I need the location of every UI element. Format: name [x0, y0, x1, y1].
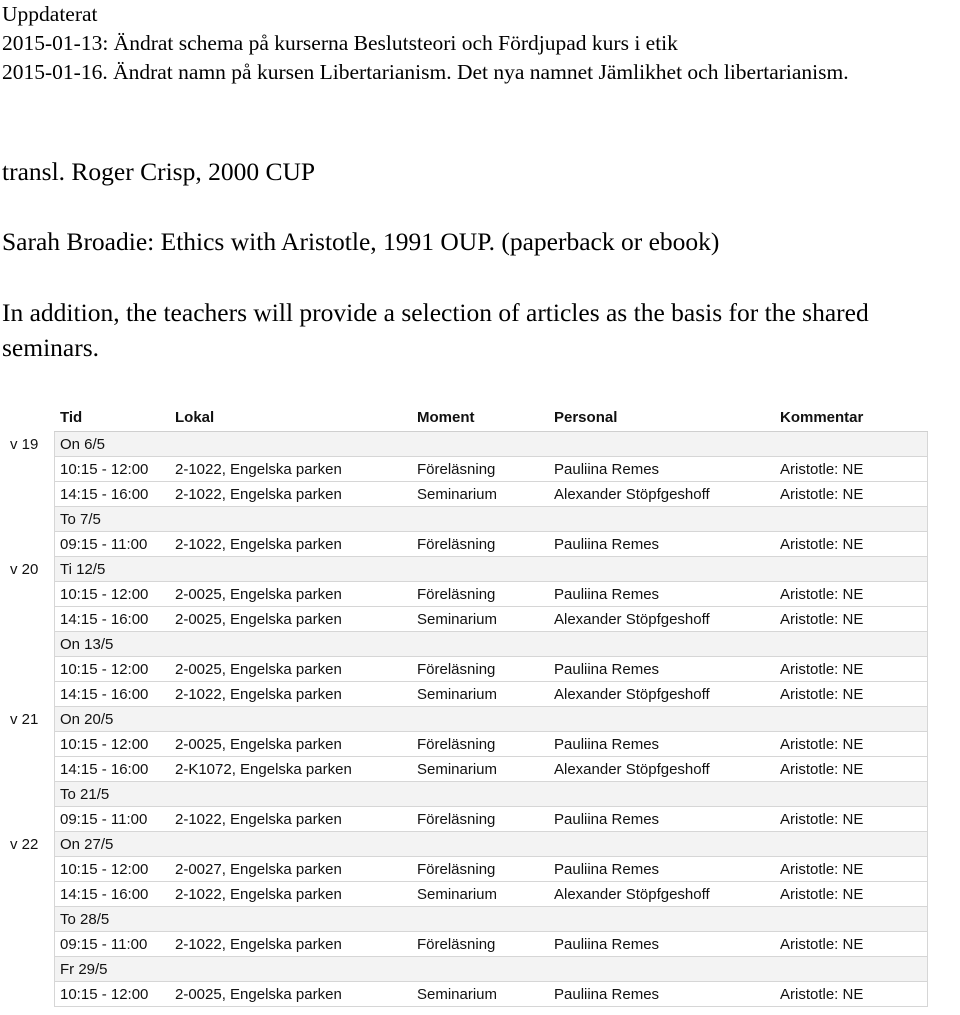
cell-moment: Seminarium: [417, 486, 498, 503]
cell-lokal: 2-1022, Engelska parken: [175, 536, 342, 553]
cell-kommentar: Aristotle: NE: [780, 861, 864, 878]
cell-moment: Föreläsning: [417, 661, 496, 678]
cell-tid: 14:15 - 16:00: [60, 486, 149, 503]
update-line: 2015-01-13: Ändrat schema på kurserna Beslutsteori och Fördjupad kurs i etik: [2, 31, 678, 55]
cell-kommentar: Aristotle: NE: [780, 461, 864, 478]
week-label: v 19: [10, 436, 39, 453]
cell-kommentar: Aristotle: NE: [780, 811, 864, 828]
cell-tid: 09:15 - 11:00: [60, 936, 148, 953]
cell-kommentar: Aristotle: NE: [780, 486, 864, 503]
cell-personal: Alexander Stöpfgeshoff: [554, 686, 710, 703]
date-row: [54, 632, 928, 657]
cell-tid: 10:15 - 12:00: [60, 586, 149, 603]
session-row: [54, 857, 928, 882]
cell-kommentar: Aristotle: NE: [780, 611, 864, 628]
header-personal: Personal: [554, 409, 618, 426]
cell-tid: To 21/5: [60, 786, 110, 803]
cell-kommentar: Aristotle: NE: [780, 536, 864, 553]
cell-personal: Pauliina Remes: [554, 586, 660, 603]
cell-kommentar: Aristotle: NE: [780, 686, 864, 703]
session-row: [54, 457, 928, 482]
cell-personal: Alexander Stöpfgeshoff: [554, 486, 710, 503]
cell-tid: On 6/5: [60, 436, 106, 453]
cell-moment: Föreläsning: [417, 536, 496, 553]
cell-personal: Pauliina Remes: [554, 461, 660, 478]
cell-lokal: 2-1022, Engelska parken: [175, 886, 342, 903]
cell-moment: Seminarium: [417, 611, 498, 628]
date-row: [54, 832, 928, 857]
cell-moment: Seminarium: [417, 986, 498, 1003]
session-row: [54, 657, 928, 682]
session-row: [54, 982, 928, 1007]
cell-lokal: 2-1022, Engelska parken: [175, 461, 342, 478]
cell-lokal: 2-1022, Engelska parken: [175, 936, 342, 953]
cell-lokal: 2-1022, Engelska parken: [175, 486, 342, 503]
cell-lokal: 2-1022, Engelska parken: [175, 811, 342, 828]
cell-moment: Seminarium: [417, 886, 498, 903]
cell-kommentar: Aristotle: NE: [780, 886, 864, 903]
update-heading: Uppdaterat: [2, 2, 98, 26]
cell-personal: Pauliina Remes: [554, 811, 660, 828]
broadie-reference: Sarah Broadie: Ethics with Aristotle, 1991 OUP. (paperback or ebook): [2, 227, 720, 256]
date-row: [54, 557, 928, 582]
header-tid: Tid: [60, 409, 83, 426]
header-lokal: Lokal: [175, 409, 215, 426]
cell-lokal: 2-0027, Engelska parken: [175, 861, 342, 878]
update-notes: [2, 0, 958, 87]
cell-lokal: 2-1022, Engelska parken: [175, 686, 342, 703]
session-row: [54, 882, 928, 907]
cell-moment: Seminarium: [417, 761, 498, 778]
cell-tid: 09:15 - 11:00: [60, 536, 148, 553]
cell-tid: On 20/5: [60, 711, 114, 728]
cell-tid: 10:15 - 12:00: [60, 736, 149, 753]
update-line: 2015-01-16. Ändrat namn på kursen Libertarianism. Det nya namnet Jämlikhet och libertarianism.: [2, 60, 849, 84]
week-label: v 20: [10, 561, 39, 578]
cell-tid: To 7/5: [60, 511, 101, 528]
cell-personal: Alexander Stöpfgeshoff: [554, 611, 710, 628]
cell-moment: Seminarium: [417, 686, 498, 703]
cell-tid: On 13/5: [60, 636, 114, 653]
schedule-rows: [54, 431, 928, 1007]
articles-note: In addition, the teachers will provide a selection of articles as the basis for the shared seminars.: [2, 298, 869, 362]
cell-moment: Föreläsning: [417, 861, 496, 878]
cell-lokal: 2-0025, Engelska parken: [175, 586, 342, 603]
cell-tid: 10:15 - 12:00: [60, 986, 149, 1003]
session-row: [54, 607, 928, 632]
schedule-header-row: [0, 404, 960, 431]
cell-personal: Alexander Stöpfgeshoff: [554, 886, 710, 903]
cell-tid: 10:15 - 12:00: [60, 861, 149, 878]
session-row: [54, 532, 928, 557]
schedule-table: [0, 404, 960, 1003]
cell-lokal: 2-0025, Engelska parken: [175, 661, 342, 678]
cell-kommentar: Aristotle: NE: [780, 936, 864, 953]
cell-tid: 14:15 - 16:00: [60, 686, 149, 703]
cell-tid: To 28/5: [60, 911, 110, 928]
cell-kommentar: Aristotle: NE: [780, 736, 864, 753]
date-row: [54, 507, 928, 532]
cell-tid: 14:15 - 16:00: [60, 611, 149, 628]
date-row: [54, 707, 928, 732]
cell-lokal: 2-0025, Engelska parken: [175, 611, 342, 628]
date-row: [54, 957, 928, 982]
cell-kommentar: Aristotle: NE: [780, 661, 864, 678]
cell-kommentar: Aristotle: NE: [780, 586, 864, 603]
cell-personal: Pauliina Remes: [554, 661, 660, 678]
cell-tid: On 27/5: [60, 836, 114, 853]
session-row: [54, 807, 928, 832]
cell-personal: Pauliina Remes: [554, 936, 660, 953]
cell-kommentar: Aristotle: NE: [780, 761, 864, 778]
header-kommentar: Kommentar: [780, 409, 864, 426]
cell-tid: Ti 12/5: [60, 561, 106, 578]
week-label: v 21: [10, 711, 39, 728]
cell-moment: Föreläsning: [417, 586, 496, 603]
cell-personal: Alexander Stöpfgeshoff: [554, 761, 710, 778]
cell-moment: Föreläsning: [417, 936, 496, 953]
date-row: [54, 907, 928, 932]
session-row: [54, 482, 928, 507]
translation-line: transl. Roger Crisp, 2000 CUP: [2, 157, 316, 186]
cell-lokal: 2-0025, Engelska parken: [175, 736, 342, 753]
session-row: [54, 932, 928, 957]
cell-tid: Fr 29/5: [60, 961, 108, 978]
cell-personal: Pauliina Remes: [554, 536, 660, 553]
cell-personal: Pauliina Remes: [554, 861, 660, 878]
header-moment: Moment: [417, 409, 475, 426]
cell-tid: 10:15 - 12:00: [60, 461, 149, 478]
cell-tid: 10:15 - 12:00: [60, 661, 149, 678]
date-row: [54, 782, 928, 807]
session-row: [54, 582, 928, 607]
cell-tid: 14:15 - 16:00: [60, 761, 149, 778]
cell-moment: Föreläsning: [417, 736, 496, 753]
cell-moment: Föreläsning: [417, 461, 496, 478]
cell-personal: Pauliina Remes: [554, 736, 660, 753]
cell-lokal: 2-0025, Engelska parken: [175, 986, 342, 1003]
cell-moment: Föreläsning: [417, 811, 496, 828]
cell-tid: 09:15 - 11:00: [60, 811, 148, 828]
week-label: v 22: [10, 836, 39, 853]
session-row: [54, 682, 928, 707]
session-row: [54, 757, 928, 782]
cell-kommentar: Aristotle: NE: [780, 986, 864, 1003]
cell-personal: Pauliina Remes: [554, 986, 660, 1003]
cell-tid: 14:15 - 16:00: [60, 886, 149, 903]
date-row: [54, 432, 928, 457]
session-row: [54, 732, 928, 757]
cell-lokal: 2-K1072, Engelska parken: [175, 761, 352, 778]
